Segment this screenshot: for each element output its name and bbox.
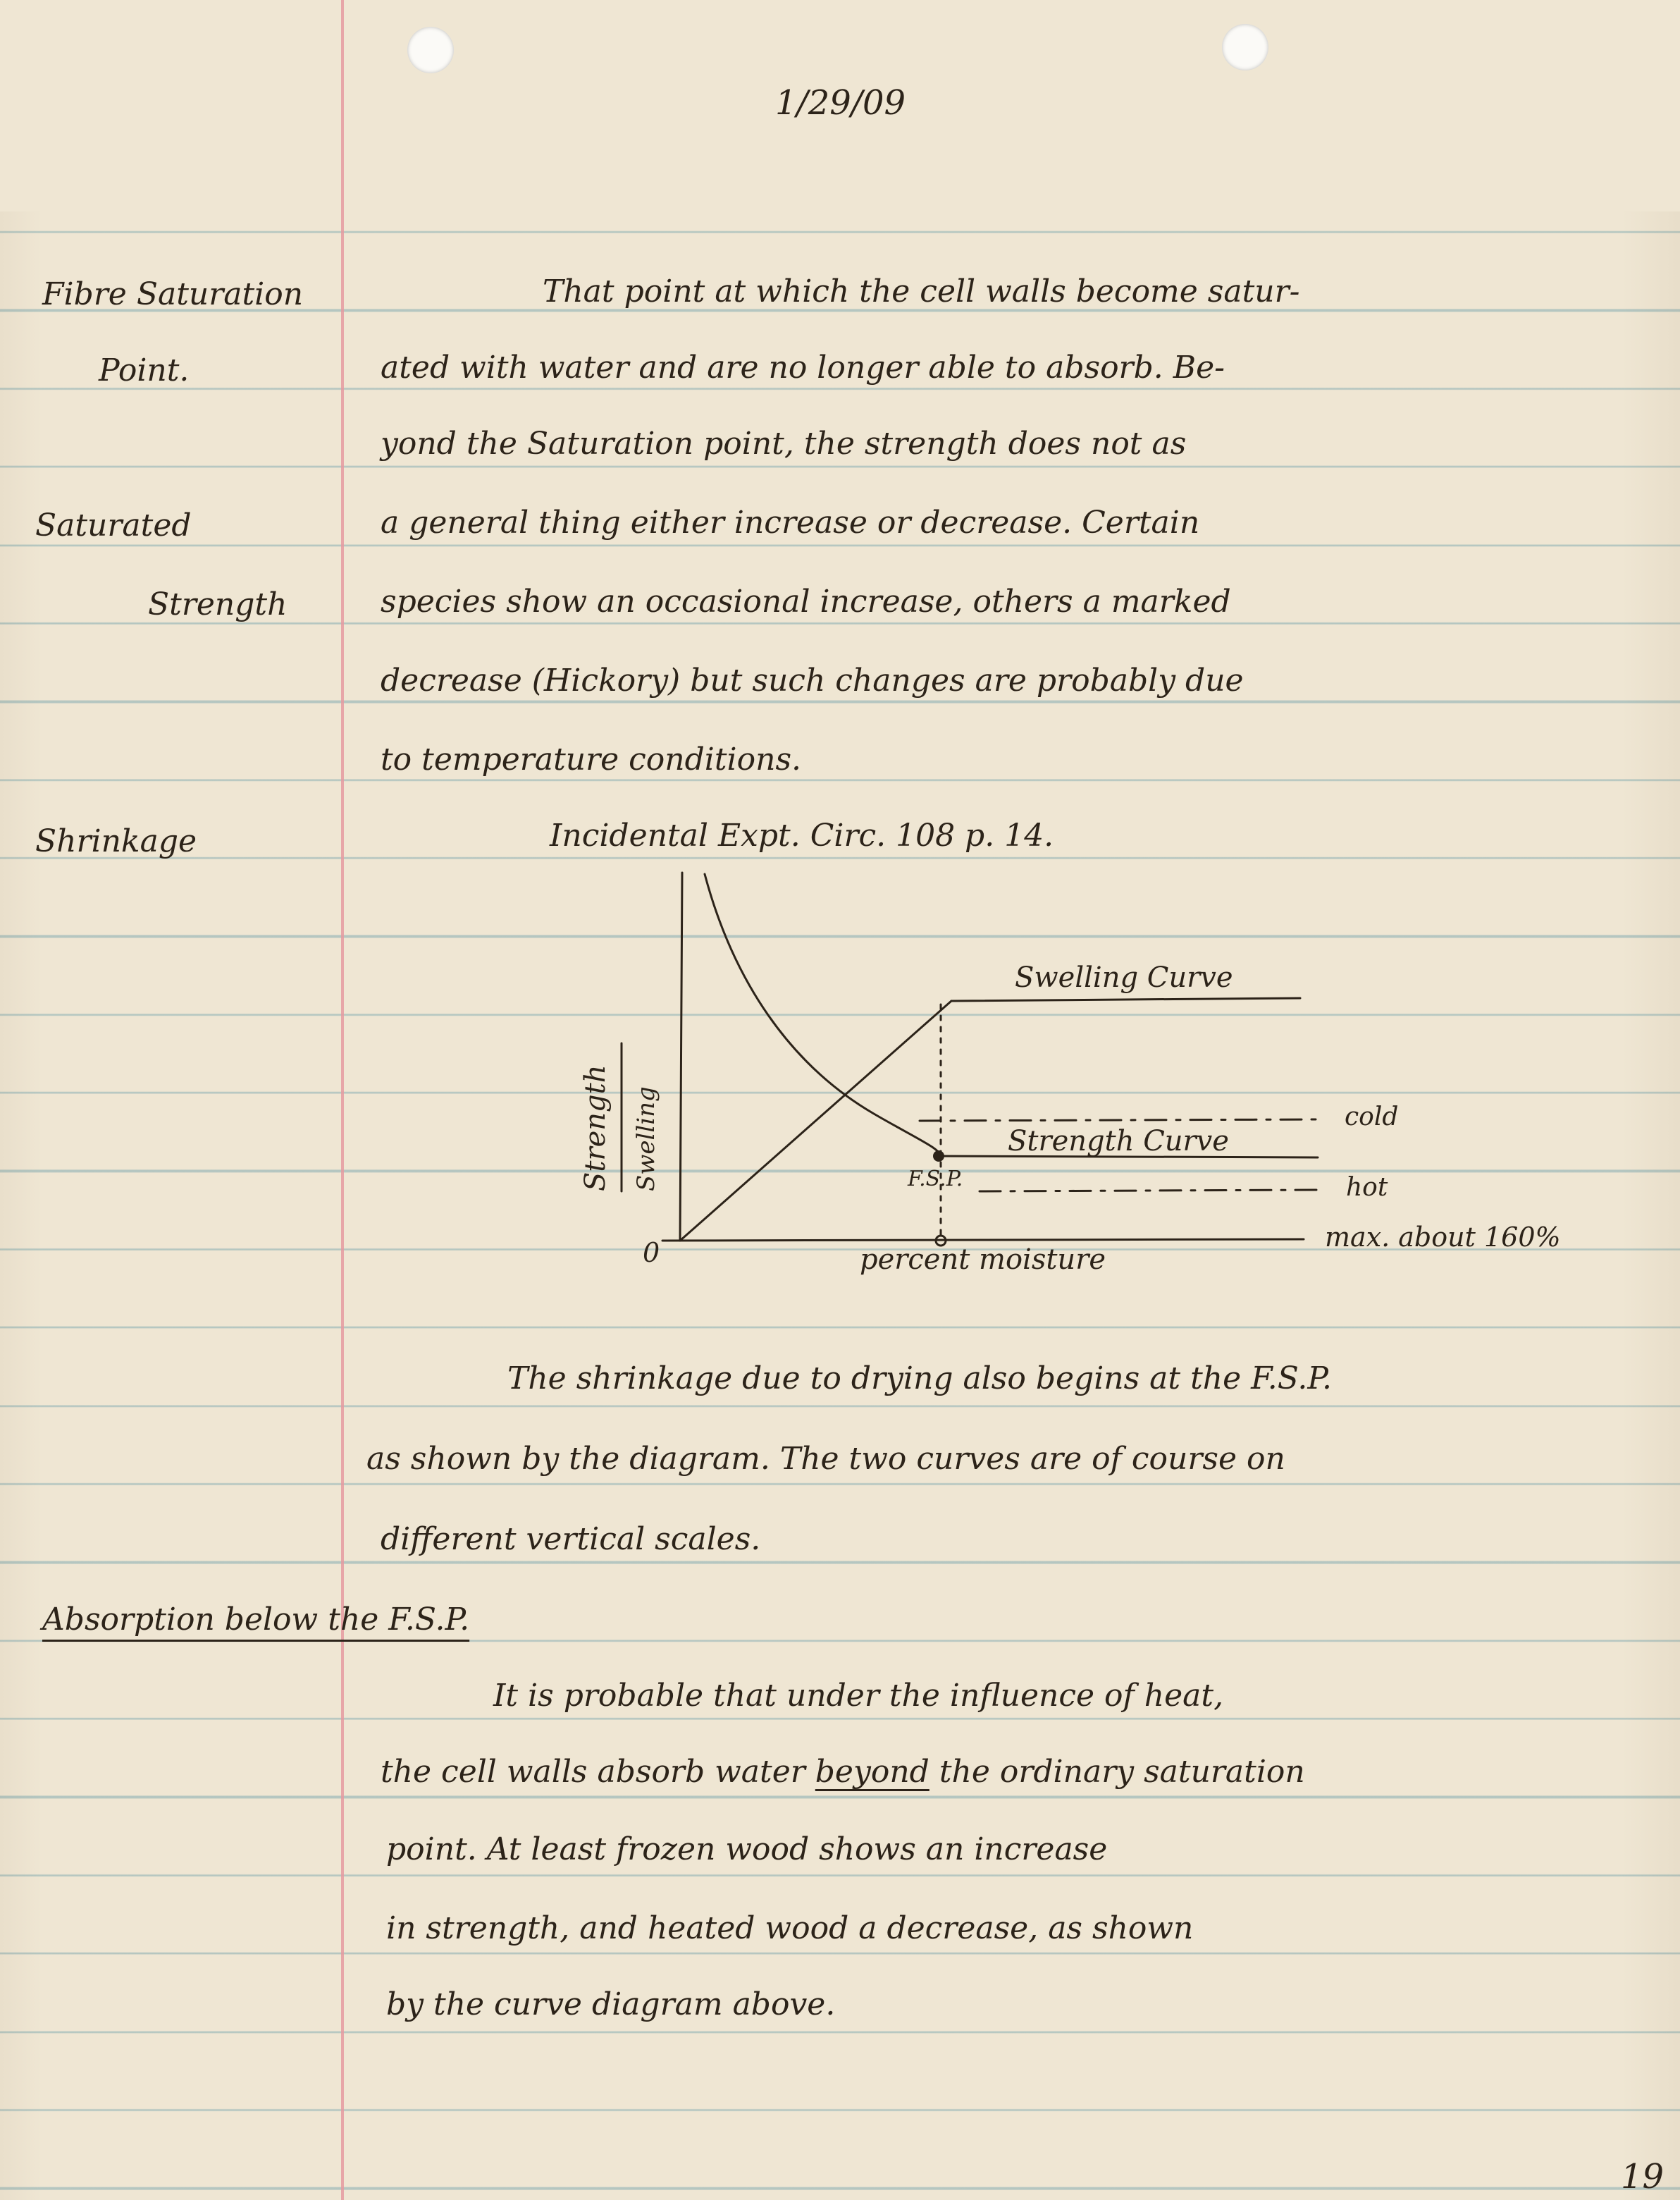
margin-label-fsp: Fibre Saturation xyxy=(42,276,304,312)
strength-curve-label: Strength Curve xyxy=(1008,1125,1229,1157)
text-segment: the cell walls absorb water xyxy=(381,1754,815,1790)
punch-hole xyxy=(1222,24,1268,70)
y-label-strength: Strength xyxy=(579,1064,612,1191)
strength-curve-line xyxy=(705,874,939,1156)
paragraph-line: That point at which the cell walls become satur- xyxy=(543,274,1300,309)
paragraph-line: different vertical scales. xyxy=(381,1521,761,1557)
reference-note: Incidental Expt. Circ. 108 p. 14. xyxy=(550,818,1054,854)
cold-line xyxy=(920,1119,1318,1121)
punch-hole xyxy=(407,27,454,73)
origin-label: 0 xyxy=(643,1237,660,1268)
fsp-point xyxy=(933,1150,944,1162)
section-heading-absorption: Absorption below the F.S.P. xyxy=(42,1602,470,1637)
paragraph-line: The shrinkage due to drying also begins at the F.S.P. xyxy=(507,1360,1333,1396)
margin-label-strength: Strength xyxy=(148,586,288,622)
cold-label: cold xyxy=(1345,1102,1399,1131)
swelling-curve-label: Swelling Curve xyxy=(1015,961,1233,994)
swelling-curve-rise xyxy=(680,1001,951,1241)
hot-label: hot xyxy=(1346,1173,1388,1202)
swelling-strength-diagram xyxy=(564,860,1663,1297)
text-segment: the ordinary saturation xyxy=(929,1754,1305,1790)
paragraph-line: a general thing either increase or decrease. Certain xyxy=(381,505,1200,541)
paragraph-line xyxy=(381,1754,1305,1790)
paragraph-line: ated with water and are no longer able to absorb. Be- xyxy=(381,350,1225,386)
page-date: 1/29/09 xyxy=(775,83,906,123)
y-label-swelling: Swelling xyxy=(632,1086,660,1191)
paragraph-line: to temperature conditions. xyxy=(381,742,802,778)
margin-label-fsp-cont: Point. xyxy=(99,352,190,388)
paragraph-line: species show an occasional increase, others a marked xyxy=(381,584,1231,620)
margin-line xyxy=(341,0,344,2200)
max-label: max. about 160% xyxy=(1325,1222,1561,1253)
margin-label-shrinkage: Shrinkage xyxy=(35,823,197,859)
paragraph-line: yond the Saturation point, the strength does not as xyxy=(381,426,1187,462)
swelling-curve-flat xyxy=(951,998,1300,1001)
x-axis-label: percent moisture xyxy=(860,1243,1106,1276)
underlined-word: beyond xyxy=(815,1754,929,1790)
paragraph-line: decrease (Hickory) but such changes are probably due xyxy=(381,663,1244,699)
page-number: 19 xyxy=(1621,2157,1664,2196)
y-axis xyxy=(680,873,682,1241)
paragraph-line: by the curve diagram above. xyxy=(386,1986,836,2022)
paragraph-line: in strength, and heated wood a decrease, as shown xyxy=(386,1910,1194,1946)
paragraph-line: as shown by the diagram. The two curves are of course on xyxy=(366,1441,1285,1477)
hot-line xyxy=(980,1190,1318,1191)
paragraph-line: It is probable that under the influence of heat, xyxy=(493,1678,1224,1714)
paragraph-line: point. At least frozen wood shows an increase xyxy=(386,1831,1108,1867)
margin-label-saturated: Saturated xyxy=(35,508,192,543)
fsp-label: F.S.P. xyxy=(908,1167,963,1191)
x-axis xyxy=(662,1239,1304,1241)
